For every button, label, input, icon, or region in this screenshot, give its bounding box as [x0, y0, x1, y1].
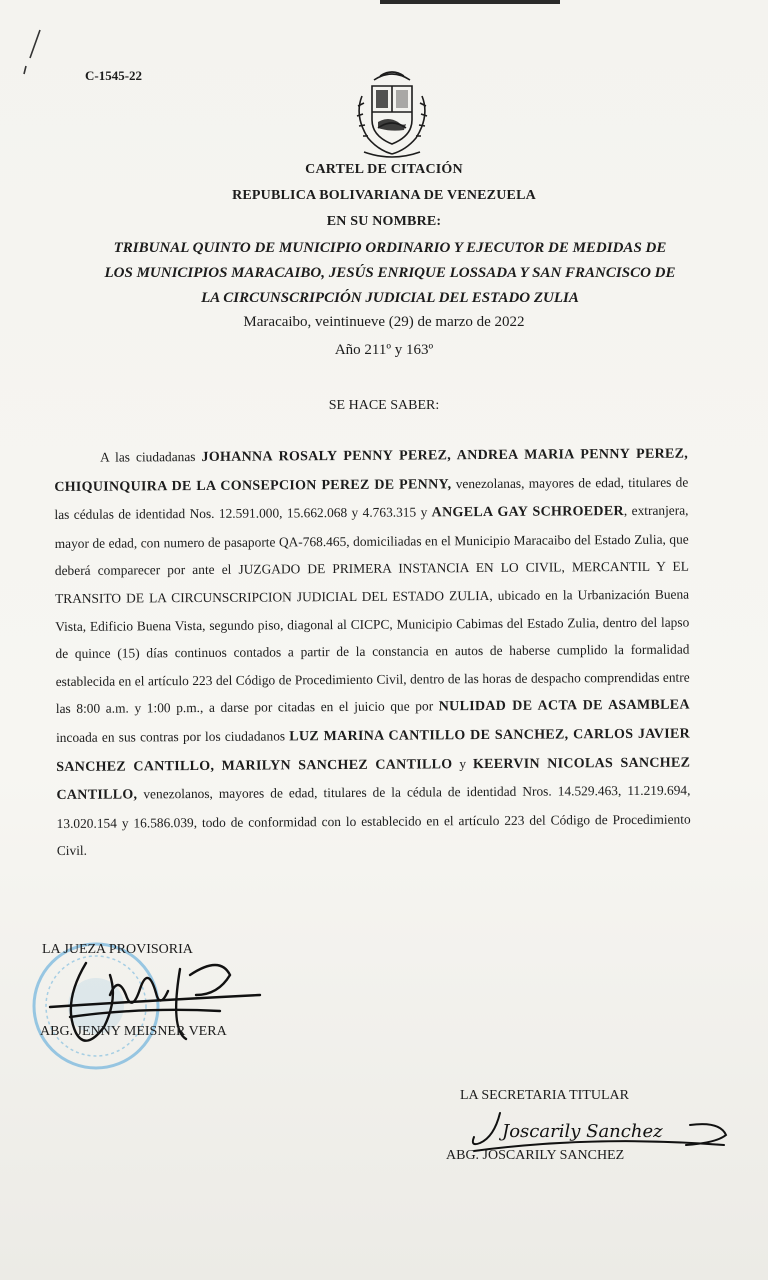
plaintiff-name: KEERVIN NICOLAS SANCHEZ CANTILLO, [56, 755, 691, 804]
judge-name: ABG. JENNY MEISNER VERA [40, 1024, 227, 1039]
case-number: C-1545-22 [85, 68, 143, 83]
secretary-name: ABG. JOSCARILY SANCHEZ [446, 1148, 625, 1163]
plaintiffs-names: LUZ MARINA CANTILLO DE SANCHEZ, CARLOS JAVIER SANCHEZ CANTILLO, MARILYN SANCHEZ CANTILLO [56, 726, 691, 775]
body-text-segment: venezolanas, mayores de edad, titulares de las cédulas de identidad Nos. 12.591.000, 15.662.068 y 4.763.315 y [54, 474, 689, 523]
document-title: CARTEL DE CITACIÓN [305, 162, 463, 177]
citation-body [54, 440, 691, 865]
document-date: Maracaibo, veintinueve (29) de marzo de 2022 [243, 314, 525, 330]
body-text-segment: A las ciudadanas [100, 448, 202, 465]
in-name-line: EN SU NOMBRE: [326, 214, 442, 229]
coat-of-arms-icon [344, 66, 440, 162]
document-year: Año 211º y 163º [334, 342, 434, 358]
secretary-title: LA SECRETARIA TITULAR [460, 1088, 629, 1103]
notice-heading: SE HACE SABER: [328, 398, 440, 413]
judge-signature-icon [40, 955, 270, 1055]
page-top-edge [380, 0, 560, 4]
pen-mark-icon [18, 28, 48, 78]
body-text-segment: incoada en sus contras por los ciudadanos [55, 728, 290, 745]
republic-line: REPUBLICA BOLIVARIANA DE VENEZUELA [232, 188, 536, 203]
defendants-names: JOHANNA ROSALY PENNY PEREZ, ANDREA MARIA PENNY PEREZ, CHIQUINQUIRA DE LA CONSEPCION PEREZ DE PENNY, [54, 446, 689, 495]
court-line-1: TRIBUNAL QUINTO DE MUNICIPIO ORDINARIO Y EJECUTOR DE MEDIDAS DE [113, 240, 667, 256]
court-line-2: LOS MUNICIPIOS MARACAIBO, JESÚS ENRIQUE LOSSADA Y SAN FRANCISCO DE [104, 265, 676, 281]
defendant-name: ANGELA GAY SCHROEDER [431, 504, 624, 521]
body-text-segment: y [452, 755, 473, 771]
secretary-handwriting: Joscarily Sanchez [502, 1121, 663, 1142]
case-subject: NULIDAD DE ACTA DE ASAMBLEA [438, 697, 690, 715]
body-text-segment: , extranjera, mayor de edad, con numero de pasaporte QA-768.465, domiciliadas en el Municipio Maracaibo del Estado Zulia, que deberá comparecer por ante el JUZGADO DE PRIMERA INSTANCIA EN LO CIVIL, MERCANTIL Y EL TRANSITO DE LA CIRCUNSCRIPCION JUDICIAL DEL ESTADO ZULIA, ubicado en la Urbanización Buena Vista, Edificio Buena Vista, segundo piso, diagonal al CICPC, Municipio Cabimas del Estado Zulia, dentro del lapso de quince (15) días continuos contados a partir de la constancia en autos de haberse cumplido la formalidad establecida en el artículo 223 del Código de Procedimiento Civil, dentro de las horas de despacho comprendidas entre las 8:00 a.m. y 1:00 p.m., a darse por citadas en el juicio que por [54, 502, 690, 717]
body-text-segment: venezolanos, mayores de edad, titulares de la cédula de identidad Nros. 14.529.463, 11.219.694, 13.020.154 y 16.586.039, todo de conformidad con lo establecido en el artículo 223 del Código de Procedimiento Civil. [56, 782, 691, 859]
court-line-3: LA CIRCUNSCRIPCIÓN JUDICIAL DEL ESTADO ZULIA [201, 290, 579, 306]
judge-title: LA JUEZA PROVISORIA [42, 942, 193, 957]
